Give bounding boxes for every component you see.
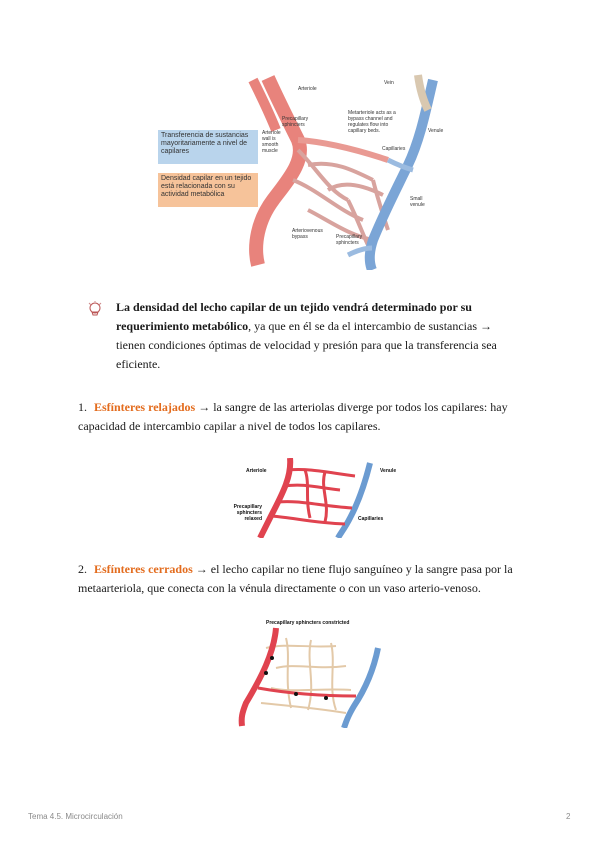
item-number: 1. xyxy=(78,400,87,414)
item-number: 2. xyxy=(78,562,87,576)
list-item-constricted xyxy=(78,560,518,598)
item-text: → el lecho capilar no tiene flujo sanguíneo y la sangre pasa por la metaarteriola, que conecta con la vénula directamente o con un vaso arterio-venoso. xyxy=(78,562,513,595)
item-title: Esfínteres cerrados xyxy=(94,562,193,576)
note-transfer-capillaries: Transferencia de sustancias mayoritariamente a nivel de capilares xyxy=(158,130,258,164)
label-av-bypass: Arteriovenous bypass xyxy=(292,228,323,240)
constricted-network-illustration xyxy=(236,618,396,728)
label-arteriole-wall: Arteriole wall is smooth muscle xyxy=(262,130,281,154)
label-capillaries: Capillaries xyxy=(382,146,406,152)
label-arteriole: Arteriole xyxy=(298,86,317,92)
lightbulb-icon xyxy=(86,300,104,318)
fig2-label-venule: Venule xyxy=(380,468,397,474)
label-venule: Venule xyxy=(428,128,444,134)
list-item-relaxed xyxy=(78,398,518,436)
intro-paragraph xyxy=(116,298,506,374)
label-small-venule: Small venule xyxy=(410,196,425,208)
label-precap-relaxed: Precapillary sphincters xyxy=(336,234,363,246)
footer-title: Tema 4.5. Microcirculación xyxy=(28,812,123,821)
intro-bold-text: La densidad del lecho capilar de un tejido vendrá determinado por su requerimiento metabólico xyxy=(116,300,472,333)
capillary-bed-illustration xyxy=(158,70,448,270)
label-precapillary-sphincters: Precapillary sphincters xyxy=(282,116,309,128)
fig2-label-arteriole: Arteriole xyxy=(246,468,267,474)
intro-rest-text: , ya que en él se da el intercambio de sustancias → tienen condiciones óptimas de velocidad y presión para que la transferencia sea eficiente. xyxy=(116,319,497,371)
item-title: Esfínteres relajados xyxy=(94,400,196,414)
label-metarteriole: Metarteriole acts as a bypass channel and regulates flow into capillary beds. xyxy=(348,110,396,134)
fig3-title: Precapillary sphincters constricted xyxy=(266,620,350,626)
relaxed-sphincters-figure xyxy=(220,458,410,538)
constricted-sphincters-figure xyxy=(236,618,396,728)
label-vein: Vein xyxy=(384,80,394,86)
capillary-bed-figure xyxy=(158,70,448,270)
fig2-label-capillaries: Capillaries xyxy=(358,516,384,522)
fig2-label-precap: Precapillary sphincters relaxed xyxy=(233,504,262,522)
note-capillary-density: Densidad capilar en un tejido está relacionada con su actividad metabólica xyxy=(158,173,258,207)
page-number: 2 xyxy=(566,812,571,821)
item-text: → la sangre de las arteriolas diverge por todos los capilares: hay capacidad de intercambio capilar a nivel de todos los capilares. xyxy=(78,400,508,433)
